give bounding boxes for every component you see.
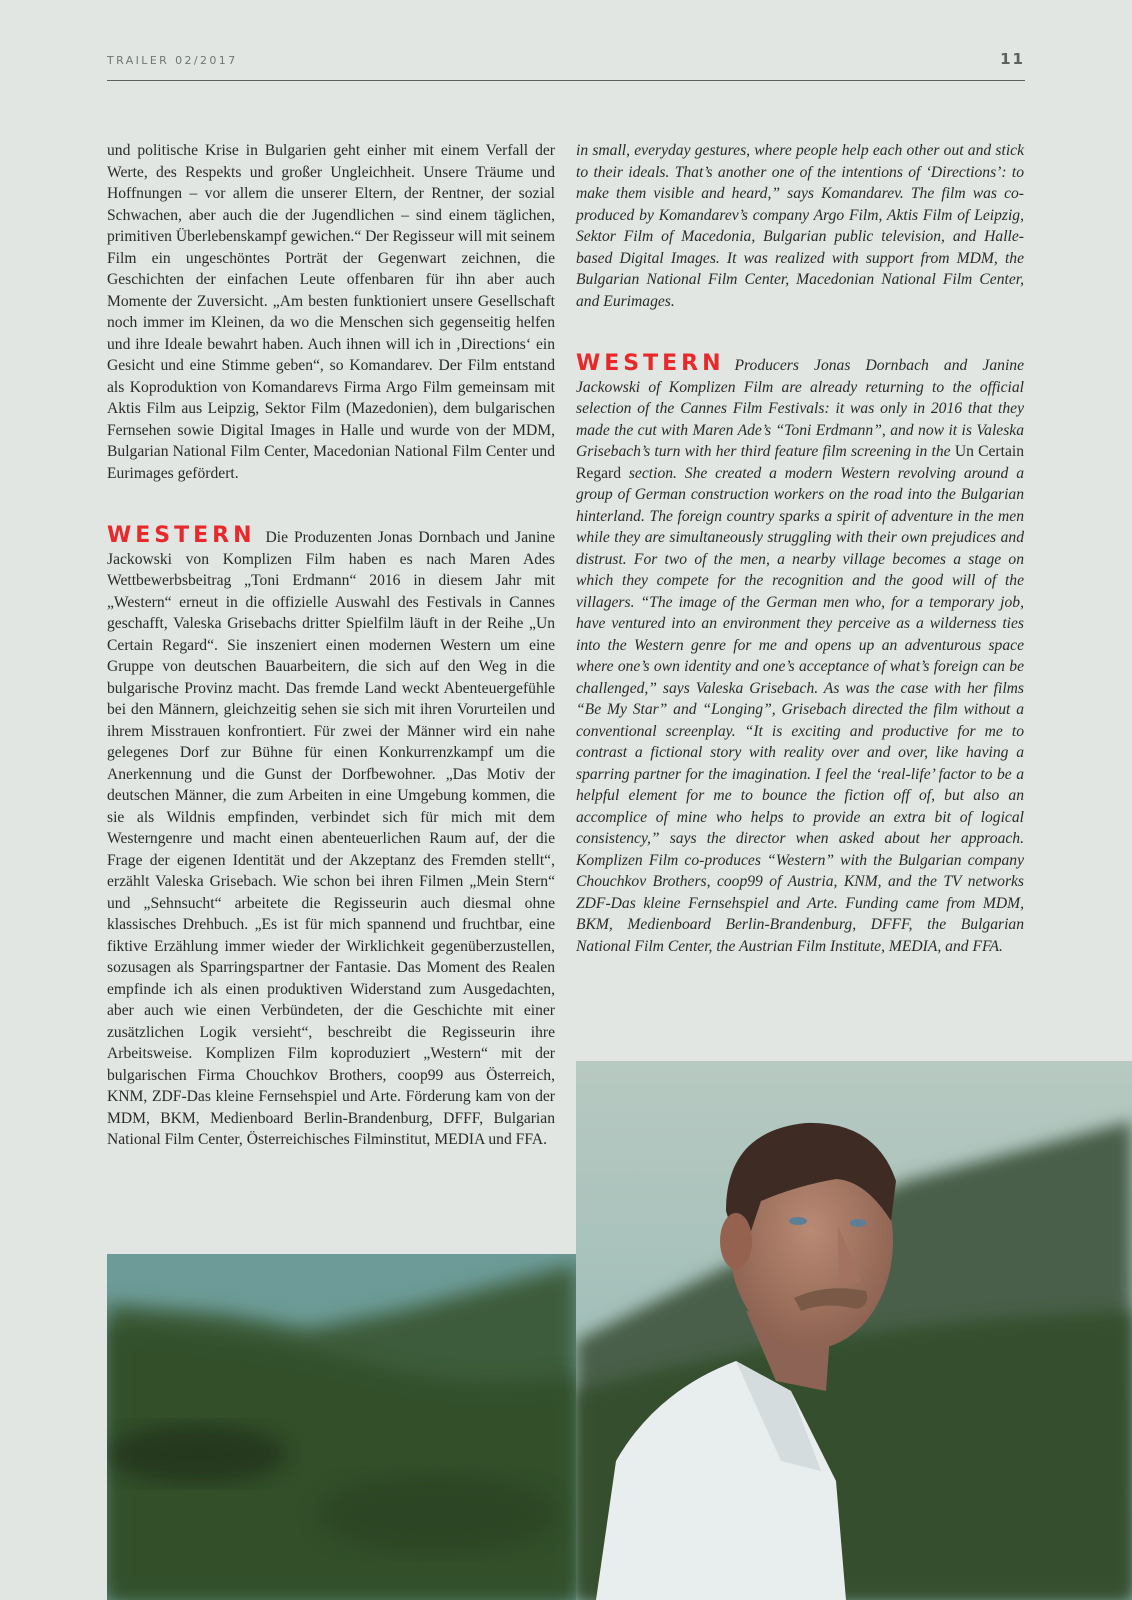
- left-column: [107, 140, 555, 1151]
- section-title: WESTERN: [576, 351, 725, 376]
- section-title: WESTERN: [107, 523, 256, 548]
- right-column: [576, 140, 1024, 957]
- portrait-man-image: [576, 1061, 1132, 1600]
- section-body: Die Produzenten Jonas Dornbach und Janine Jackowski von Komplizen Film haben es nach Maren Ades Wettbewerbsbeitrag „Toni Erdmann“ 2016 in diesem Jahr mit „Western“ erneut in die offizielle Auswahl des Festivals in Cannes geschafft, Valeska Grisebachs dritter Spielfilm läuft in der Reihe „Un Certain Regard“. Sie inszeniert einen modernen Western um eine Gruppe von deutschen Bauarbeitern, die sich auf den Weg in die bulgarische Provinz macht. Das fremde Land weckt Abenteuergefühle bei den Männern, gleichzeitig sehen sie sich mit ihren Vorurteilen und ihrem Misstrauen konfrontiert. Für zwei der Männer wird ein nahe gelegenes Dorf zur Bühne für einen Konkurrenzkampf um die Anerkennung und die Gunst der Dorfbewohner. „Das Motiv der deutschen Männer, die zum Arbeiten in eine Umgebung kommen, die sie als Wildnis empfinden, verbindet sich für mich mit dem Westerngenre und macht einen abenteuerlichen Raum auf, der die Frage der eigenen Identität und der Akzeptanz des Fremden stellt“, erzählt Valeska Grisebach. Wie schon bei ihren Filmen „Mein Stern“ und „Sehnsucht“ arbeitete die Regisseurin auch diesmal ohne klassisches Drehbuch. „Es ist für mich spannend und fruchtbar, eine fiktive Erzählung immer wieder der Wirklichkeit gegenüberzustellen, sozusagen als Sparringspartner der Fantasie. Das Moment des Realen empfinde ich als einen produktiven Widerstand zum Ausgedachten, aber auch wie einen Verbündeten, der die Geschichte mit einer zusätzlichen Logik versieht“, beschreibt die Regisseurin ihre Arbeitsweise. Komplizen Film koproduziert „Western“ mit der bulgarischen Firma Chouchkov Brothers, coop99 aus Österreich, KNM, ZDF-Das kleine Fernsehspiel und Arte. Förderung kam von der MDM, BKM, Medienboard Berlin-Brandenburg, DFFF, Bulgarian National Film Center, Österreichisches Filminstitut, MEDIA und FFA.: [107, 529, 555, 1148]
- landscape-image: [107, 1254, 577, 1600]
- section-western-english: [576, 351, 1024, 957]
- page-number: 11: [1000, 50, 1025, 68]
- film-still-left-part: [107, 1254, 577, 1600]
- page-header: [107, 50, 1025, 81]
- paragraph-german-intro: und politische Krise in Bulgarien geht einher mit einem Verfall der Werte, des Respekts und großer Ungleichheit. Unsere Träume und Hoffnungen – vor allem die unserer Eltern, der Rentner, der sozial Schwachen, aber auch die der Jugendlichen – sind einem täglichen, primitiven Überlebenskampf gewichen.“ Der Regisseur will mit seinem Film ein ungeschöntes Porträt der Gegenwart zeichnen, die Geschichten der einfachen Leute offenbaren für ihn aber auch Momente der Zuversicht. „Am besten funktioniert unsere Gesellschaft noch immer im Kleinen, da wo die Menschen sich gegenseitig helfen und ihre Ideale bewahrt haben. Auch ihnen will ich in ‚Directions‘ ein Gesicht und eine Stimme geben“, so Komandarev. Der Film entstand als Koproduktion von Komandarevs Firma Argo Film gemeinsam mit Aktis Film aus Leipzig, Sektor Film (Mazedonien), dem bulgarischen Fernsehen sowie Digital Images in Halle und wurde von der MDM, Bulgarian National Film Center, Macedonian National Film Center und Eurimages gefördert.: [107, 142, 555, 482]
- film-still-right-part: [576, 1061, 1132, 1600]
- section-title-upright: Un Certain Regard: [576, 443, 1024, 482]
- section-western-german: [107, 523, 555, 1151]
- paragraph-english-intro: in small, everyday gestures, where people help each other out and stick to their ideals. That’s another one of the intentions of ‘Directions’: to make them visible and heard,” says Komandarev. The film was co-produced by Komandarev’s company Argo Film, Aktis Film of Leipzig, Sektor Film of Macedonia, Bulgarian public television, and Halle-based Digital Images. It was realized with support from MDM, the Bulgarian National Film Center, Macedonian National Film Center, and Eurimages.: [576, 142, 1024, 310]
- section-body-part-2: section. She created a modern Western revolving around a group of German construction workers on the road into the Bulgarian hinterland. The foreign country sparks a spirit of adventure in the men while they are simultaneously struggling with their own prejudices and distrust. For two of the men, a nearby village becomes a stage on which they compete for the recognition and the good will of the villagers. “The image of the German men who, for a temporary job, have ventured into an environment they perceive as a wilderness ties into the Western genre for me and opens up an adventurous space where one’s own identity and one’s acceptance of what’s foreign can be challenged,” says Valeska Grisebach. As was the case with her films “Be My Star” and “Longing”, Grisebach directed the film without a conventional screenplay. “It is exciting and productive for me to contrast a fictional story with reality over and over, like having a sparring partner for the imagination. I feel the ‘real-life’ factor to be a helpful element for me to bounce the fiction off of, but also an accomplice of mine who helps to provide an extra bit of logical consistency,” says the director when asked about her approach. Komplizen Film co-produces “Western” with the Bulgarian company Chouchkov Brothers, coop99 of Austria, KNM, and the TV networks ZDF-Das kleine Fernsehspiel and Arte. Funding came from MDM, BKM, Medienboard Berlin-Brandenburg, DFFF, the Bulgarian National Film Center, the Austrian Film Institute, MEDIA, and FFA.: [576, 464, 1024, 955]
- section-body-part-1: Producers Jonas Dornbach and Janine Jackowski of Komplizen Film are already returning to the official selection of the Cannes Film Festivals: it was only in 2016 that they made the cut with Maren Ade’s “Toni Erdmann”, and now it is Valeska Grisebach’s turn with her third feature film screening in the: [576, 357, 1024, 460]
- issue-label: TRAILER 02/2017: [107, 54, 238, 67]
